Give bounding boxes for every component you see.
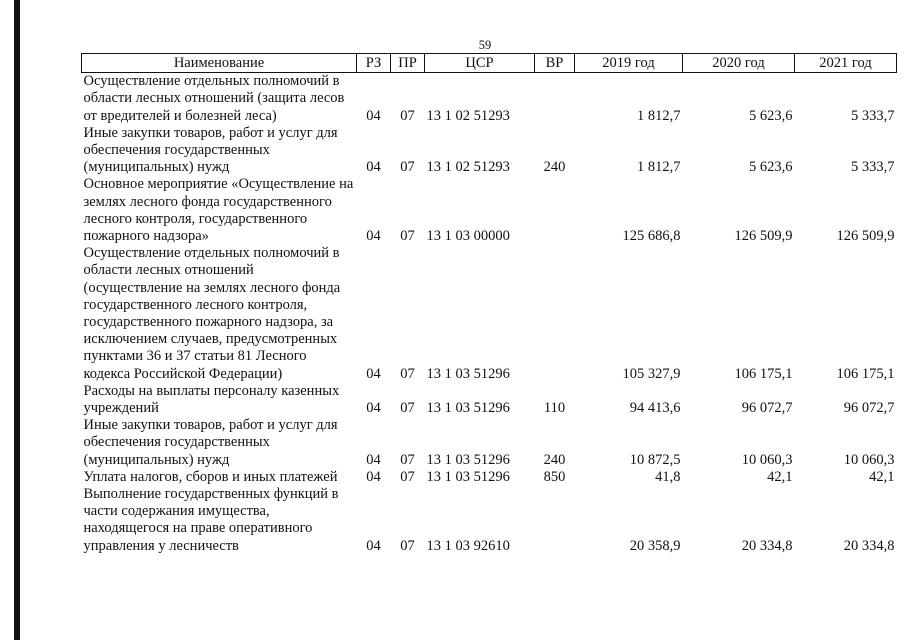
header-pr: ПР	[391, 54, 425, 73]
table-header-row	[82, 54, 897, 73]
row-2021: 42,1	[869, 468, 895, 485]
table-row	[82, 417, 897, 469]
row-pr: 07	[400, 228, 415, 245]
row-name: Осуществление отдельных полномочий в области лесных отношений (защита лесов от вредителей и болезней леса)	[83, 73, 345, 124]
row-pr: 07	[400, 537, 415, 554]
row-vr: 240	[543, 451, 566, 468]
row-csr: 13 1 03 51296	[426, 451, 510, 468]
row-pr: 07	[400, 468, 415, 485]
table-row	[82, 383, 897, 417]
row-csr: 13 1 03 00000	[426, 228, 510, 245]
row-rz: 04	[366, 159, 381, 176]
row-rz: 04	[366, 451, 381, 468]
row-csr: 13 1 02 51293	[426, 107, 510, 124]
header-name: Наименование	[82, 54, 357, 73]
row-2019: 20 358,9	[629, 537, 681, 554]
table-row	[82, 125, 897, 177]
row-2019: 1 812,7	[637, 159, 681, 176]
header-2019: 2019 год	[575, 54, 683, 73]
row-2019: 105 327,9	[622, 365, 681, 382]
table-row	[82, 486, 897, 555]
row-vr	[535, 73, 575, 125]
row-csr: 13 1 03 51296	[426, 400, 510, 417]
row-2020: 42,1	[767, 468, 793, 485]
row-2019: 41,8	[655, 468, 681, 485]
row-rz: 04	[366, 400, 381, 417]
row-2020: 5 623,6	[749, 107, 793, 124]
row-name: Расходы на выплаты персоналу казенных учреждений	[83, 382, 340, 417]
header-rz: РЗ	[357, 54, 391, 73]
row-name: Основное мероприятие «Осуществление на землях лесного фонда государственного лесного контроля, государственного пожарного надзора»	[83, 176, 354, 245]
row-rz: 04	[366, 228, 381, 245]
row-2019: 94 413,6	[629, 400, 681, 417]
row-2020: 106 175,1	[734, 365, 793, 382]
row-vr: 110	[543, 400, 566, 417]
row-2019: 10 872,5	[629, 451, 681, 468]
row-csr: 13 1 03 51296	[426, 365, 510, 382]
row-2021: 106 175,1	[836, 365, 895, 382]
table-row	[82, 73, 897, 125]
row-rz: 04	[366, 537, 381, 554]
row-pr: 07	[400, 451, 415, 468]
budget-table	[81, 53, 897, 555]
header-csr: ЦСР	[425, 54, 535, 73]
header-2020: 2020 год	[683, 54, 795, 73]
row-pr: 07	[400, 107, 415, 124]
row-rz: 04	[366, 468, 381, 485]
row-name: Осуществление отдельных полномочий в области лесных отношений (осуществление на землях лесного фонда государственного лесного контроля, государственного пожарного надзора, за исключением случаев, предусмотренных пунктами 36 и 37 статьи 81 Лесного кодекса Российской Федерации)	[83, 245, 341, 382]
row-2021: 96 072,7	[843, 400, 895, 417]
row-vr	[535, 245, 575, 383]
row-pr: 07	[400, 400, 415, 417]
scan-edge-bar	[14, 0, 20, 640]
row-pr: 07	[400, 365, 415, 382]
header-vr: ВР	[535, 54, 575, 73]
row-vr: 240	[543, 159, 566, 176]
row-2020: 126 509,9	[734, 228, 793, 245]
table-row	[82, 176, 897, 245]
row-2020: 96 072,7	[741, 400, 793, 417]
row-pr: 07	[400, 159, 415, 176]
row-name: Уплата налогов, сборов и иных платежей	[83, 468, 338, 485]
row-rz: 04	[366, 107, 381, 124]
row-csr: 13 1 03 92610	[426, 537, 510, 554]
row-2021: 5 333,7	[851, 159, 895, 176]
row-name: Выполнение государственных функций в части содержания имущества, находящегося на праве оперативного управления у лесничеств	[83, 486, 339, 554]
header-2021: 2021 год	[795, 54, 897, 73]
row-name: Иные закупки товаров, работ и услуг для обеспечения государственных (муниципальных) нужд	[83, 124, 338, 176]
row-vr: 850	[543, 468, 566, 485]
row-2021: 10 060,3	[843, 451, 895, 468]
row-2021: 20 334,8	[843, 537, 895, 554]
row-2021: 126 509,9	[836, 228, 895, 245]
row-csr: 13 1 03 51296	[426, 468, 510, 485]
row-rz: 04	[366, 365, 381, 382]
table-row	[82, 469, 897, 486]
row-2021: 5 333,7	[851, 107, 895, 124]
row-2020: 10 060,3	[741, 451, 793, 468]
row-csr: 13 1 02 51293	[426, 159, 510, 176]
row-vr	[535, 486, 575, 555]
table-row	[82, 245, 897, 383]
page-number: 59	[478, 38, 492, 52]
row-2019: 1 812,7	[637, 107, 681, 124]
row-2019: 125 686,8	[622, 228, 681, 245]
table-body	[82, 73, 897, 555]
row-vr	[535, 176, 575, 245]
row-name: Иные закупки товаров, работ и услуг для обеспечения государственных (муниципальных) нужд	[83, 417, 338, 468]
row-2020: 5 623,6	[749, 159, 793, 176]
row-2020: 20 334,8	[741, 537, 793, 554]
